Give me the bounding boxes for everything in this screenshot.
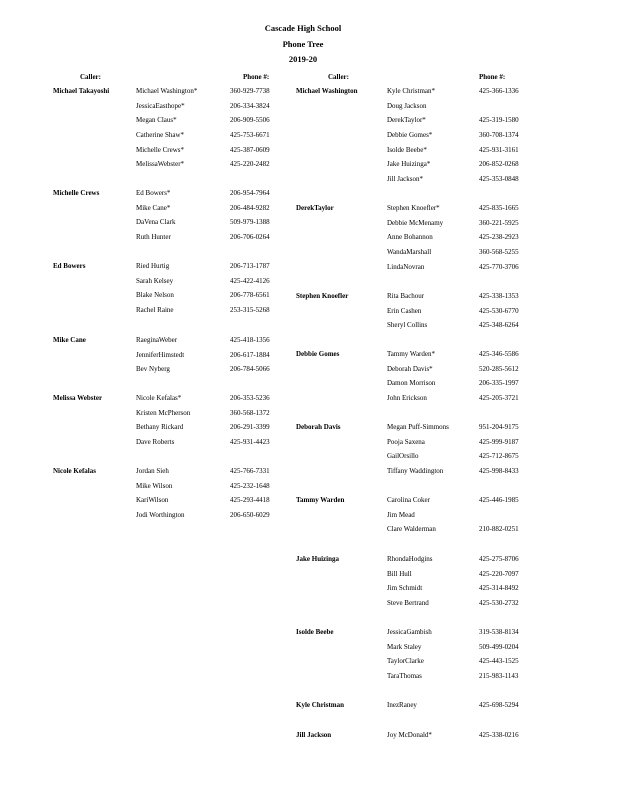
contact-name: Mark Staley — [387, 642, 422, 651]
contact-name: InezRaney — [387, 701, 417, 709]
contact-name: Ed Bowers* — [136, 189, 171, 197]
contact-name: Jill Jackson* — [387, 174, 423, 183]
contact-phone: 425-314-8492 — [479, 584, 519, 593]
contact-name: Stephen Knoefler* — [387, 204, 440, 212]
contact-phone: 425-998-8433 — [479, 466, 519, 475]
contact-phone: 206-291-3399 — [230, 423, 270, 432]
contact-phone: 206-909-5506 — [230, 116, 270, 125]
school-name: Cascade High School — [264, 23, 342, 33]
contact-phone: 206-784-5066 — [230, 365, 270, 374]
contact-name: Debbie Gomes* — [387, 130, 433, 139]
contact-phone: 206-706-0264 — [230, 232, 270, 241]
contact-name: Dave Roberts — [136, 437, 175, 446]
contact-phone: 425-835-1665 — [479, 204, 519, 212]
caller-name: Mike Cane — [53, 336, 86, 344]
contact-name: Sheryl Collins — [387, 321, 428, 330]
contact-name: RaeginaWeber — [136, 336, 178, 344]
caller-name: Tammy Warden — [296, 496, 345, 504]
contact-phone: 206-650-6029 — [230, 510, 270, 519]
contact-name: Catherine Shaw* — [136, 130, 185, 139]
contact-name: John Erickson — [387, 393, 427, 402]
caller-name: Michael Washington — [296, 87, 358, 95]
contact-phone: 951-204-9175 — [479, 423, 519, 431]
contact-phone: 425-293-4418 — [230, 496, 270, 505]
contact-phone: 319-538-8134 — [479, 628, 519, 636]
caller-name: Debbie Gomes — [296, 350, 340, 358]
contact-phone: 425-999-9187 — [479, 437, 519, 446]
contact-phone: 210-882-0251 — [479, 525, 519, 534]
contact-phone: 425-338-1353 — [479, 292, 519, 300]
contact-phone: 206-484-9282 — [230, 203, 270, 212]
contact-name: Isolde Beebe* — [387, 145, 427, 154]
contact-phone: 425-348-6264 — [479, 321, 519, 330]
contact-phone: 360-221-5925 — [479, 218, 519, 227]
contact-phone: 360-929-7738 — [230, 87, 270, 95]
contact-phone: 509-979-1388 — [230, 218, 270, 227]
contact-name: Erin Cashen — [387, 306, 422, 315]
contact-name: LindaNovran — [387, 262, 425, 271]
contact-phone: 253-315-5268 — [230, 305, 270, 314]
document-name: Phone Tree — [282, 39, 324, 49]
contact-name: Jodi Worthington — [136, 510, 185, 519]
contact-name: Jordan Sieh — [136, 467, 169, 475]
contact-phone: 425-338-0216 — [479, 731, 519, 739]
phone-header-right: Phone #: — [479, 73, 506, 81]
contact-name: Kristen McPherson — [136, 408, 191, 417]
contact-phone: 425-443-1525 — [479, 657, 519, 666]
contact-name: Megan Puff-Simmons — [387, 423, 449, 431]
contact-phone: 425-446-1985 — [479, 496, 519, 504]
caller-name: Ed Bowers — [53, 262, 86, 270]
contact-name: Damon Morrison — [387, 379, 436, 388]
contact-phone: 425-753-6671 — [230, 130, 270, 139]
phone-header-left: Phone #: — [243, 73, 270, 81]
caller-name: Michael Takayoshi — [53, 87, 110, 95]
contact-name: Steve Bertrand — [387, 598, 429, 607]
contact-name: Tiffany Waddington — [387, 466, 444, 475]
contact-name: MelissaWebster* — [136, 160, 185, 169]
contact-name: GailOrsillo — [387, 452, 419, 461]
contact-phone: 425-275-8706 — [479, 555, 519, 563]
contact-phone: 425-770-3706 — [479, 262, 519, 271]
caller-name: DerekTaylor — [296, 204, 334, 212]
caller-name: Deborah Davis — [296, 423, 341, 431]
contact-phone: 425-238-2923 — [479, 233, 519, 242]
contact-phone: 425-319-1580 — [479, 116, 519, 125]
caller-name: Isolde Beebe — [296, 628, 334, 636]
contact-name: Michael Washington* — [136, 87, 198, 95]
contact-name: Bev Nyberg — [136, 365, 170, 374]
contact-phone: 425-931-3161 — [479, 145, 519, 154]
contact-phone: 206-335-1997 — [479, 379, 519, 388]
contact-name: Nicole Kefalas* — [136, 394, 182, 402]
contact-name: Debbie McMenamy — [387, 218, 444, 227]
contact-phone: 520-285-5612 — [479, 364, 519, 373]
contact-phone: 425-346-5586 — [479, 350, 519, 358]
contact-phone: 360-708-1374 — [479, 130, 519, 139]
contact-phone: 425-712-8675 — [479, 452, 519, 461]
caller-header-right: Caller: — [328, 73, 349, 81]
contact-name: Jim Mead — [387, 510, 415, 519]
caller-name: Nicole Kefalas — [53, 467, 96, 475]
caller-name: Jake Huizinga — [296, 555, 339, 563]
contact-phone: 425-698-5294 — [479, 701, 519, 709]
caller-name: Michelle Crews — [53, 189, 100, 197]
caller-name: Stephen Knoefler — [296, 292, 349, 300]
contact-phone: 425-232-1648 — [230, 481, 270, 490]
contact-name: Ruth Hunter — [136, 232, 171, 241]
contact-phone: 425-205-3721 — [479, 393, 519, 402]
contact-name: Jake Huizinga* — [387, 160, 431, 169]
contact-name: Kyle Christman* — [387, 87, 436, 95]
contact-name: JessicaEasthope* — [136, 101, 185, 110]
contact-name: Doug Jackson — [387, 101, 427, 110]
contact-name: Blake Nelson — [136, 291, 174, 300]
contact-name: Tammy Warden* — [387, 350, 435, 358]
contact-name: Clare Walderman — [387, 525, 436, 534]
contact-name: Mike Cane* — [136, 203, 171, 212]
contact-phone: 425-418-1356 — [230, 336, 270, 344]
contact-phone: 206-353-5236 — [230, 394, 270, 402]
contact-name: Deborah Davis* — [387, 364, 433, 373]
contact-phone: 425-353-0848 — [479, 174, 519, 183]
caller-name: Jill Jackson — [296, 731, 332, 739]
contact-phone: 425-387-0609 — [230, 145, 270, 154]
contact-name: Rachel Raine — [136, 305, 174, 314]
contact-phone: 206-778-6561 — [230, 291, 270, 300]
contact-name: Michelle Crews* — [136, 145, 185, 154]
contact-phone: 206-852-0268 — [479, 160, 519, 169]
contact-name: Megan Claus* — [136, 116, 177, 125]
contact-name: Bill Hull — [387, 569, 412, 578]
contact-phone: 215-983-1143 — [479, 671, 519, 680]
contact-name: RhondaHodgins — [387, 555, 433, 563]
contact-name: Ried Hurtig — [136, 262, 170, 270]
contact-name: Pooja Saxena — [387, 437, 425, 446]
contact-name: TaraThomas — [387, 671, 422, 680]
contact-name: WandaMarshall — [387, 247, 432, 256]
contact-name: Anne Bohannon — [387, 233, 433, 242]
contact-name: Bethany Rickard — [136, 423, 184, 432]
contact-name: Joy McDonald* — [387, 731, 432, 739]
contact-name: Carolina Coker — [387, 496, 430, 504]
contact-phone: 509-499-0204 — [479, 642, 519, 651]
caller-header-left: Caller: — [80, 73, 101, 81]
contact-phone: 425-530-6770 — [479, 306, 519, 315]
contact-name: Sarah Kelsey — [136, 276, 174, 285]
contact-name: Jim Schmidt — [387, 584, 423, 593]
contact-phone: 425-422-4126 — [230, 276, 270, 285]
contact-phone: 425-931-4423 — [230, 437, 270, 446]
contact-name: Rita Bachour — [387, 292, 425, 300]
contact-phone: 206-954-7964 — [230, 189, 270, 197]
contact-name: TaylorClarke — [387, 657, 424, 666]
contact-name: KariWilson — [136, 496, 169, 505]
contact-name: Mike Wilson — [136, 481, 173, 490]
contact-name: DaVena Clark — [136, 218, 176, 227]
contact-phone: 425-220-7097 — [479, 569, 519, 578]
contact-phone: 425-366-1336 — [479, 87, 519, 95]
contact-phone: 206-617-1884 — [230, 350, 270, 359]
caller-name: Kyle Christman — [296, 701, 345, 709]
contact-phone: 425-766-7331 — [230, 467, 270, 475]
contact-phone: 360-568-5255 — [479, 247, 519, 256]
contact-name: JenniferHimstedt — [136, 350, 185, 359]
contact-name: DerekTaylor* — [387, 116, 426, 125]
contact-phone: 206-713-1787 — [230, 262, 270, 270]
school-year: 2019-20 — [288, 54, 318, 64]
contact-phone: 425-220-2482 — [230, 160, 270, 169]
contact-name: JessicaGambish — [387, 628, 432, 636]
contact-phone: 425-530-2732 — [479, 598, 519, 607]
contact-phone: 206-334-3824 — [230, 101, 270, 110]
contact-phone: 360-568-1372 — [230, 408, 270, 417]
caller-name: Melissa Webster — [53, 394, 103, 402]
